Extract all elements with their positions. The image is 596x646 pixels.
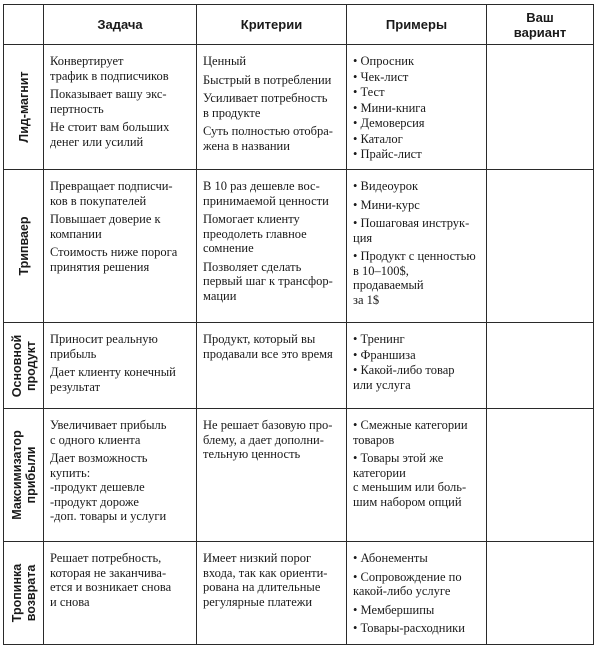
examples-cell-item: • Мембершипы	[353, 602, 435, 617]
examples-cell-item: • Видеоурок	[353, 179, 419, 193]
examples-cell-item: • Мини-курс	[353, 197, 420, 212]
examples-cell-item: • Смежные категории товаров	[353, 418, 468, 447]
examples-cell-item: • Демоверсия	[353, 116, 425, 130]
criteria-cell-item: Продукт, который вы продавали все это время	[203, 332, 333, 361]
examples-cell-item: • Франшиза	[353, 347, 416, 362]
your-variant-cell[interactable]	[487, 323, 594, 409]
criteria-cell-item: Помогает клиенту преодолеть главное сомнение	[203, 212, 307, 255]
examples-cell	[347, 170, 487, 323]
examples-cell-item: • Продукт с ценностью в 10–100$, продаваемый за 1$	[353, 249, 476, 307]
header-your-variant: Ваш вариант	[487, 5, 594, 45]
row-stage-label	[4, 170, 44, 323]
examples-cell	[347, 409, 487, 542]
table-row	[4, 170, 594, 323]
stage-name: Основной продукт	[9, 334, 38, 397]
examples-cell-item: • Тест	[353, 85, 385, 99]
task-cell-item: Не стоит вам больших денег или усилий	[50, 120, 170, 149]
task-cell-item: Повышает доверие к компании	[50, 212, 161, 241]
examples-cell-item: • Сопровождение по какой-либо услуге	[353, 569, 462, 598]
task-cell-item: Приносит реальную прибыль	[50, 332, 158, 361]
examples-cell	[347, 45, 487, 170]
criteria-cell-item: Не решает базовую про- блему, а дает дополни- тельную ценность	[203, 418, 333, 461]
criteria-cell	[197, 45, 347, 170]
criteria-cell-item: Имеет низкий порог входа, так как ориенти- рована на длительные регулярные платежи	[203, 551, 328, 609]
criteria-cell-item: Суть полностью отобра- жена в названии	[203, 124, 333, 153]
criteria-cell-item: Быстрый в потреблении	[203, 72, 332, 87]
examples-cell-item: • Абонементы	[353, 551, 428, 565]
criteria-cell-item: Ценный	[203, 54, 247, 68]
criteria-cell-item: Усиливает потребность в продукте	[203, 91, 328, 120]
examples-cell-item: • Опросник	[353, 54, 415, 68]
criteria-cell	[197, 323, 347, 409]
examples-cell-item: • Чек-лист	[353, 69, 409, 84]
task-cell-item: Стоимость ниже порога принятия решения	[50, 245, 178, 274]
examples-cell-item: • Какой-либо товар или услуга	[353, 363, 455, 392]
examples-cell-item: • Прайс-лист	[353, 147, 422, 161]
your-variant-cell[interactable]	[487, 409, 594, 542]
task-cell	[44, 323, 197, 409]
row-stage-label	[4, 409, 44, 542]
criteria-cell-item: В 10 раз дешевле вос- принимаемой ценности	[203, 179, 329, 208]
stage-name: Лид-магнит	[16, 71, 31, 143]
task-cell-item: Дает возможность купить: -продукт дешевле -продукт дороже -доп. товары и услуги	[50, 451, 167, 523]
criteria-cell	[197, 542, 347, 645]
task-cell	[44, 409, 197, 542]
stage-name: Тропинка возврата	[9, 563, 38, 622]
stage-name: Максимизатор прибыли	[9, 430, 38, 520]
row-stage-label	[4, 323, 44, 409]
your-variant-cell[interactable]	[487, 542, 594, 645]
criteria-cell	[197, 409, 347, 542]
examples-cell-item: • Мини-книга	[353, 100, 426, 115]
header-task: Задача	[44, 5, 197, 45]
examples-cell-item: • Каталог	[353, 131, 403, 146]
table-row	[4, 409, 594, 542]
header-examples: Примеры	[347, 5, 487, 45]
funnel-table	[3, 4, 594, 645]
header-criteria: Критерии	[197, 5, 347, 45]
task-cell-item: Превращает подписчи- ков в покупателей	[50, 179, 173, 208]
task-cell	[44, 170, 197, 323]
task-cell-item: Дает клиенту конечный результат	[50, 365, 176, 394]
your-variant-cell[interactable]	[487, 45, 594, 170]
your-variant-cell[interactable]	[487, 170, 594, 323]
stage-name: Трипваер	[16, 216, 31, 276]
task-cell-item: Решает потребность, которая не заканчива- ется и возникает снова и снова	[50, 551, 172, 609]
table-row	[4, 323, 594, 409]
examples-cell-item: • Товары этой же категории с меньшим или боль- шим набором опций	[353, 451, 467, 509]
row-header-corner	[4, 5, 44, 45]
examples-cell	[347, 542, 487, 645]
examples-cell-item: • Тренинг	[353, 332, 405, 346]
table-row	[4, 45, 594, 170]
examples-cell	[347, 323, 487, 409]
task-cell-item: Конвертирует трафик в подписчиков	[50, 54, 169, 83]
criteria-cell-item: Позволяет сделать первый шаг к трансфор- мации	[203, 259, 333, 303]
task-cell	[44, 45, 197, 170]
task-cell	[44, 542, 197, 645]
row-stage-label	[4, 45, 44, 170]
task-cell-item: Показывает вашу экс- пертность	[50, 87, 167, 116]
table-row	[4, 542, 594, 645]
row-stage-label	[4, 542, 44, 645]
examples-cell-item: • Пошаговая инструк- ция	[353, 216, 470, 245]
criteria-cell	[197, 170, 347, 323]
examples-cell-item: • Товары-расходники	[353, 621, 465, 635]
task-cell-item: Увеличивает прибыль с одного клиента	[50, 418, 167, 447]
header-row	[4, 5, 594, 45]
